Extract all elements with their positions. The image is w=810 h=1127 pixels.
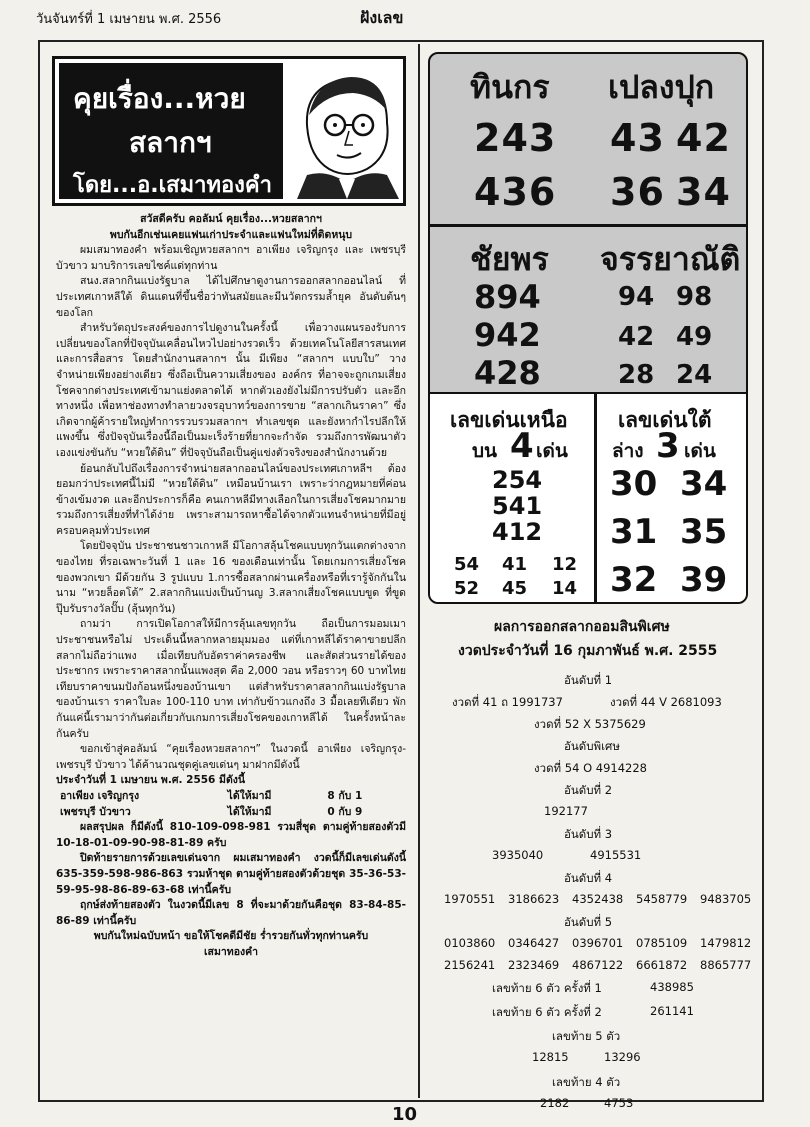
- prediction-number: 942: [474, 316, 541, 354]
- column-article: [42, 46, 416, 1098]
- prize-value: 0785109: [636, 936, 688, 950]
- table-row: [56, 805, 406, 821]
- north-sub-num: 4: [510, 426, 534, 466]
- prize-value: 4753: [604, 1096, 634, 1110]
- north-title: เลขเด่นเหนือ: [450, 408, 568, 432]
- south-number: 30: [610, 464, 658, 504]
- south-number: 39: [680, 560, 728, 600]
- prize-value: 2323469: [508, 958, 560, 972]
- prediction-number: 428: [474, 354, 541, 392]
- prize-label: เลขท้าย 4 ตัว: [552, 1075, 621, 1089]
- south-sub-prefix: ล่าง: [612, 440, 644, 462]
- column-divider: [418, 44, 420, 1098]
- prize-label: อันดับที่ 5: [564, 915, 613, 929]
- publication-name: ฝังเลข: [360, 8, 404, 27]
- article-paragraph: ผมเสมาทองคำ พร้อมเชิญหวยสลากฯ อาเพียง เจริญกรุง และ เพชรบุรี บัวขาว มาบริการเลขไซค์แด่ทุกท่าน: [56, 244, 406, 272]
- pair-name: อาเพียง เจริญกรุง: [60, 789, 140, 802]
- prize-value: 4867122: [572, 958, 624, 972]
- pair-label: ได้ให้มามี: [227, 789, 272, 802]
- banner-author: โดย...อ.เสมาทองคำ: [73, 173, 272, 198]
- prize-value: 12815: [532, 1050, 569, 1064]
- prediction-number: 436: [474, 170, 557, 214]
- page-header: [0, 0, 810, 40]
- article-date-line: ประจำวันที่ 1 เมษายน พ.ศ. 2556 มีดังนี้: [56, 774, 246, 787]
- prize-value: 4915531: [590, 848, 642, 862]
- prize-value: งวดที่ 54 O 4914228: [534, 761, 647, 775]
- prediction-number: 894: [474, 278, 541, 316]
- banner-title-block: [59, 63, 283, 199]
- north-number: 541: [492, 492, 543, 520]
- article-paragraph: ย้อนกลับไปถึงเรื่องการจำหน่ายสลากออนไลน์ของประเทศเกาหลีฯ ต้องยอมกว่าประเทศนี้ไม่มี “หวยใต้ดิน” เหมือนบ้านเรา เพราะว่ากฎหมายที่ค่อนข้างเข้มงวด และอีกประการก็คือ คนเกาหลีมีทางเลือกในการเสี่ยงโชคมากมาย รวมถึงการเสี่ยงที่ทำได้ง่าย เพราะสามารถหาซื้อได้จากตัวแทนจำหน่ายที่มีอยู่ครอบคลุมทั่วประเทศ: [56, 462, 406, 537]
- north-small-number: 41: [502, 554, 528, 575]
- prediction-number: 34: [676, 170, 731, 214]
- north-sub-suffix: เด่น: [536, 440, 568, 462]
- article-signature: เสมาทองคำ: [203, 945, 259, 958]
- issue-date: วันจันทร์ที่ 1 เมษายน พ.ศ. 2556: [36, 12, 222, 27]
- predictor-name-2: เปลงปุก: [608, 68, 715, 106]
- prize-value: 8865777: [700, 958, 752, 972]
- north-small-number: 14: [552, 578, 578, 599]
- pair-value: 0 กับ 9: [327, 805, 363, 818]
- north-sub-prefix: บน: [472, 440, 498, 462]
- pair-label: ได้ให้มามี: [227, 805, 272, 818]
- prediction-number: 98: [676, 282, 713, 312]
- north-small-number: 54: [454, 554, 480, 575]
- prize-value: 0396701: [572, 936, 624, 950]
- prize-value: 9483705: [700, 892, 752, 906]
- prize-value: 1970551: [444, 892, 496, 906]
- prize-value: 438985: [650, 980, 694, 994]
- predictions-box: [428, 52, 748, 604]
- prize-value: 6661872: [636, 958, 688, 972]
- section-separator: [430, 224, 748, 227]
- results-title: ผลการออกสลากออมสินพิเศษ: [494, 619, 670, 635]
- panel-divider: [594, 394, 597, 604]
- column-banner: [52, 56, 406, 206]
- prize-label: อันดับพิเศษ: [564, 739, 620, 753]
- south-number: 34: [680, 464, 728, 504]
- south-title: เลขเด่นใต้: [618, 408, 712, 432]
- article-paragraph: ขอกเข้าสู่คอลัมน์ “คุยเรื่องหวยสลากฯ” ในงวดนี้ อาเพียง เจริญกรุง-เพชรบุรี บัวขาว ได้ค้านวณชุดคู่เลขเด่นๆ มาฝากมีดังนี้: [56, 743, 406, 771]
- table-row: [56, 789, 406, 805]
- article-paragraph: ปิดท้ายรายการด้วยเลขเด่นจาก ผมเสมาทองคำ งวดนี้ก็มีเลขเด่นดังนี้ 635-359-598-986-863 รวมห้าชุด ตามคู่ท้ายสองตัวด้วยชุด 35-36-53-59-95-98-86-89-63-68 เท่านี้ครับ: [56, 852, 406, 896]
- banner-title-line1: คุยเรื่อง...หวย: [73, 82, 246, 115]
- prize-label: เลขท้าย 6 ตัว ครั้งที่ 1: [492, 981, 602, 995]
- column-predictions: [424, 46, 760, 1110]
- prediction-number: 36: [610, 170, 665, 214]
- prize-value: งวดที่ 44 V 2681093: [610, 695, 722, 709]
- south-number: 32: [610, 560, 658, 600]
- prize-value: 13296: [604, 1050, 641, 1064]
- article-heading-2: พบกันอีกเช่นเคยแฟนเก่าประจำและแฟนใหม่ที่ติดหนุบ: [109, 228, 353, 241]
- north-number: 412: [492, 518, 543, 546]
- prediction-number: 24: [676, 360, 713, 390]
- prize-value: 5458779: [636, 892, 688, 906]
- prediction-number: 43: [610, 116, 665, 160]
- article-paragraph: ฤกษ์ส่งท้ายสองตัว ในงวดนี้มีเลข 8 ที่จะมาด้วยกันคือชุด 83-84-85-86-89 เท่านี้ครับ: [56, 899, 406, 927]
- predictor-name-4: จรรยาณัติ: [600, 240, 741, 278]
- prize-value: 0103860: [444, 936, 496, 950]
- article-paragraph: สำหรับวัตถุประสงค์ของการไปดูงานในครั้งนี้ เพื่อวางแผนรองรับการเปลี่ยนของโลกที่ปัจจุบันเคลื่อนไหวไปอย่างรวดเร็ว ด้วยเทคโนโลยีสารสนเทศและการสื่อสาร โดยสำนักงานสลากฯ นั้น มีเพียง “สลากฯ แบบใบ” วางจำหน่ายเพียงอย่างเดียว ซึ่งถือเป็นความเสี่ยงของ องค์กร ที่อาจจะถูกเกมเสี่ยงโชคจากต่างประเทศเข้ามาแย่งตลาดได้ หากตัวเองยังไม่มีการปรับตัว และอีกทางหนึ่ง เพื่อหาช่องทางทำลายวงจรอุบาทว์ของการขาย “สลากเกินราคา” ซึ่งเกิดจากผู้ค้ารายใหญ่ทำการรวบรวมสลากฯ ทำเลขชุด และยังหากำไรปลีกให้แพงขึ้น ซึ่งปัจจุบันเรื่องนี้ถือเป็นมะเร็งร้ายที่ยากจะกำจัด รวมถึงการพัฒนาตัวเองแข่งขันกับ “หวยใต้ดิน” ที่ปัจจุบันถือเป็นคู่แข่งตัวจริงของสำนักงานด้วย: [56, 322, 406, 459]
- page-number: 10: [392, 1104, 418, 1125]
- north-small-number: 52: [454, 578, 480, 599]
- north-number: 254: [492, 466, 543, 494]
- south-number: 35: [680, 512, 728, 552]
- pairs-table: [56, 789, 406, 820]
- prize-label: อันดับที่ 3: [564, 827, 613, 841]
- prize-label: อันดับที่ 2: [564, 783, 613, 797]
- prediction-number: 42: [676, 116, 731, 160]
- author-caricature-icon: [287, 65, 405, 199]
- prize-value: งวดที่ 52 X 5375629: [534, 717, 646, 731]
- prediction-number: 28: [618, 360, 655, 390]
- article-paragraph: โดยปัจจุบัน ประชาชนชาวเกาหลี มีโอกาสลุ้นโชคแบบทุกวันแตกต่างจากของไทย ที่รอเฉพาะวันที่ 1 และ 16 ของเดือนเท่านั้น โดยเกมการเสี่ยงโชคของพวกเขา มีด้วยกัน 3 รูปแบบ 1.การซื้อสลากผ่านเครื่องหรือที่เรารู้จักกันในนาม “หวยล็อตโต้” 2.สลากกินแบ่งเป็นบ้านญ 3.สลากเสี่ยงโชคแบบขูด ที่ขูดปุ๊บรับรางวัลปั๊บ (ลุ้นทุกวัน): [56, 540, 406, 615]
- south-sub-num: 3: [656, 426, 680, 466]
- north-small-number: 12: [552, 554, 578, 575]
- article-paragraph: ถามว่า การเปิดโอกาสให้มีการลุ้นเลขทุกวัน ถือเป็นการมอมเมาประชาชนหรือไม่ ประเด็นนี้หลากหลายมุมมอง แต่ที่เกาหลีได้ราคาขายปลีกสลากไม่ถือว่าแพง เมื่อเทียบกับอัตราค่าครองชีพ และสัดส่วนรายได้ของประชากร เพราะราคาสลากนั้นแพงสุด คือ 2,000 วอน หรือราวๆ 60 บาทไทย เทียบราคาขนมปังก้อนหนึ่งของบ้านเขา แต่สำหรับราคาสลากกินแบ่งรัฐบาลของบ้านเรา ราคาใบละ 100-110 บาท เท่ากับข้าวแกงถึง 3 มื้อเลยทีเดียว พักกันแค่นี้เรามาว่ากันต่อเกี่ยวกับเกมการเสี่ยงโชคของเกาหลีได้ ในครั้งหน้าละกันครับ: [56, 618, 406, 740]
- prize-value: 2156241: [444, 958, 496, 972]
- article-paragraph: ผลสรุปผล ก็มีดังนี้ 810-109-098-981 รวมสี่ชุด ตามคู่ท้ายสองตัวมี 10-18-01-09-90-98-81-89 ครับ: [56, 821, 406, 849]
- results-subtitle: งวดประจำวันที่ 16 กุมภาพันธ์ พ.ศ. 2555: [458, 643, 718, 659]
- prize-value: 0346427: [508, 936, 560, 950]
- pair-name: เพชรบุรี บัวขาว: [60, 805, 131, 818]
- prediction-number: 49: [676, 322, 713, 352]
- prize-value: 2182: [540, 1096, 570, 1110]
- prize-value: งวดที่ 41 ถ 1991737: [452, 695, 563, 709]
- banner-title-line2: สลากฯ: [129, 126, 212, 159]
- prize-value: 1479812: [700, 936, 752, 950]
- prize-label: อันดับที่ 1: [564, 673, 613, 687]
- prize-value: 4352438: [572, 892, 624, 906]
- prediction-number: 243: [474, 116, 557, 160]
- prediction-number: 42: [618, 322, 655, 352]
- pair-value: 8 กับ 1: [327, 789, 363, 802]
- prize-label: เลขท้าย 6 ตัว ครั้งที่ 2: [492, 1005, 602, 1019]
- prize-value: 3935040: [492, 848, 544, 862]
- south-sub-suffix: เด่น: [684, 440, 716, 462]
- article-body: [56, 212, 406, 961]
- prize-value: 192177: [544, 804, 588, 818]
- article-closing: พบกันใหม่ฉบับหน้า ขอให้โชคดีมีชัย ร่ำรวยกันทั่วทุกท่านครับ: [93, 930, 369, 943]
- prize-value: 261141: [650, 1004, 694, 1018]
- article-heading-1: สวัสดีครับ คอลัมน์ คุยเรื่อง...หวยสลากฯ: [140, 213, 322, 225]
- prize-value: 3186623: [508, 892, 560, 906]
- prize-label: เลขท้าย 5 ตัว: [552, 1029, 621, 1043]
- predictor-name-3: ชัยพร: [470, 240, 549, 278]
- predictor-name-1: ทินกร: [470, 68, 550, 106]
- article-paragraph: สนง.สลากกินแบ่งรัฐบาล ได้ไปศึกษาดูงานการออกสลากออนไลน์ ที่ประเทศเกาหลีใต้ ดินแดนที่ขึ้นชื่อว่าทันสมัยและมีนวัตกรรมล้ำยุค อันดับต้นๆ ของโลก: [56, 275, 406, 319]
- prediction-number: 94: [618, 282, 655, 312]
- prize-label: อันดับที่ 4: [564, 871, 613, 885]
- north-small-number: 45: [502, 578, 528, 599]
- south-number: 31: [610, 512, 658, 552]
